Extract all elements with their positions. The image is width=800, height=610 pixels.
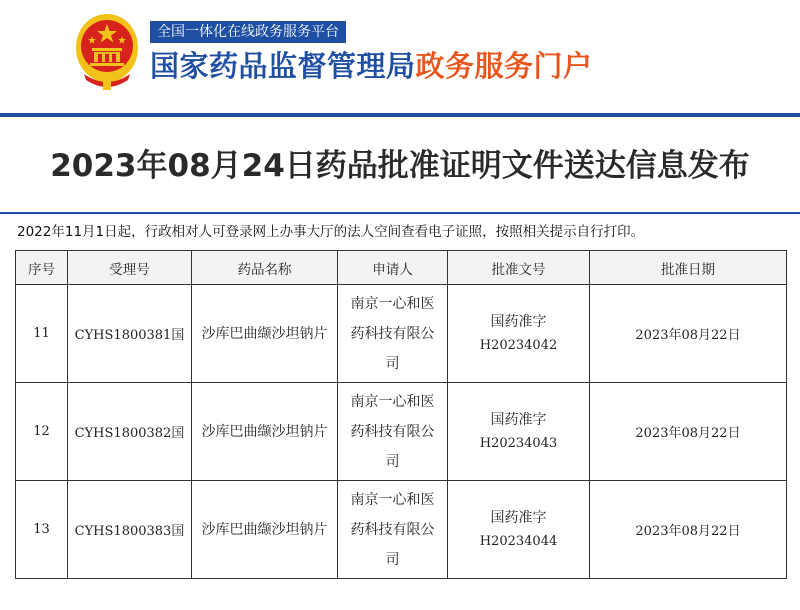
table-row	[16, 285, 787, 383]
table-header-row	[16, 251, 787, 285]
row-approval-date: 2023年08月22日	[590, 285, 787, 383]
row-approval-no-cell	[448, 285, 590, 383]
row-drug-name: 沙库巴曲缬沙坦钠片	[201, 325, 328, 342]
approval-table	[15, 250, 787, 579]
row-approval-prefix: 国药准字	[490, 313, 547, 330]
site-header	[0, 0, 800, 118]
row-drug-name-cell	[192, 481, 338, 579]
page-title: 2023年08月24日药品批准证明文件送达信息发布	[50, 148, 750, 184]
row-approval-prefix: 国药准字	[490, 509, 547, 526]
row-drug-name-cell	[192, 285, 338, 383]
row-applicant-cell	[338, 383, 448, 481]
row-approval-date: 2023年08月22日	[590, 383, 787, 481]
row-approval-prefix: 国药准字	[490, 411, 547, 428]
row-approval-date: 2023年08月22日	[590, 481, 787, 579]
table-row	[16, 481, 787, 579]
row-accept-no: CYHS1800381国	[68, 285, 192, 383]
row-no: 11	[16, 285, 68, 383]
row-applicant: 南京一心和医药科技有限公司	[350, 295, 435, 372]
row-approval-code: H20234044	[479, 533, 558, 549]
row-accept-no: CYHS1800383国	[68, 481, 192, 579]
row-applicant: 南京一心和医药科技有限公司	[350, 491, 435, 568]
row-no: 13	[16, 481, 68, 579]
site-title[interactable]	[150, 46, 593, 86]
row-applicant: 南京一心和医药科技有限公司	[350, 393, 435, 470]
column-header-no: 序号	[16, 251, 68, 285]
national-emblem-icon[interactable]	[70, 10, 144, 94]
row-drug-name: 沙库巴曲缬沙坦钠片	[201, 521, 328, 538]
row-accept-no: CYHS1800382国	[68, 383, 192, 481]
site-title-portal: 政务服务门户	[415, 49, 593, 83]
row-approval-code: H20234043	[479, 435, 558, 451]
row-no: 12	[16, 383, 68, 481]
column-header-approval-no: 批准文号	[448, 251, 590, 285]
title-divider	[0, 212, 800, 214]
row-applicant-cell	[338, 285, 448, 383]
row-approval-no-cell	[448, 383, 590, 481]
header-divider	[0, 113, 800, 117]
row-applicant-cell	[338, 481, 448, 579]
row-approval-no-cell	[448, 481, 590, 579]
row-drug-name-cell	[192, 383, 338, 481]
column-header-approval-date: 批准日期	[590, 251, 787, 285]
row-drug-name: 沙库巴曲缬沙坦钠片	[201, 423, 328, 440]
table-row	[16, 383, 787, 481]
column-header-applicant: 申请人	[338, 251, 448, 285]
column-header-accept-no: 受理号	[68, 251, 192, 285]
notice-text: 2022年11月1日起，行政相对人可登录网上办事大厅的法人空间查看电子证照，按照相关提示自行打印。	[17, 224, 645, 240]
row-approval-code: H20234042	[479, 337, 558, 353]
platform-tagline: 全国一体化在线政务服务平台	[150, 21, 346, 43]
site-title-agency: 国家药品监督管理局	[150, 49, 416, 83]
column-header-drug-name: 药品名称	[192, 251, 338, 285]
